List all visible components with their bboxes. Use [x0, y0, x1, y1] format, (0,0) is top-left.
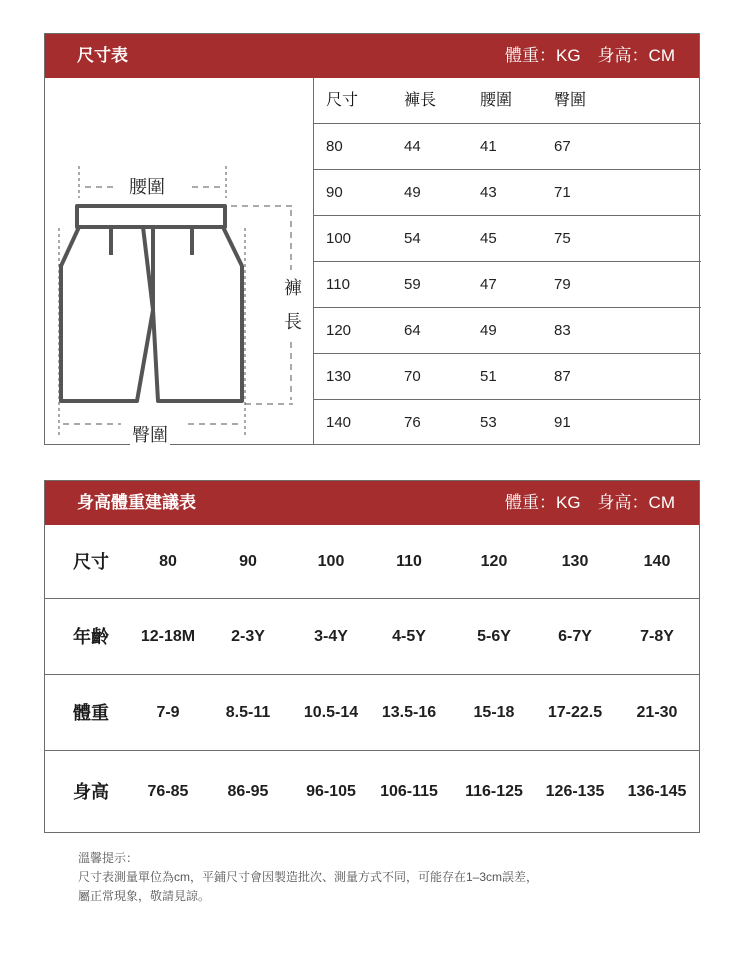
table-row — [45, 599, 699, 675]
table-cell: 59 — [404, 276, 421, 293]
size-table-header-row — [314, 78, 701, 124]
table-row — [314, 400, 701, 446]
table-cell: 10.5-14 — [303, 704, 359, 721]
table-row — [314, 308, 701, 354]
row-label-weight: 體重 — [73, 703, 109, 723]
size-chart-title: 尺寸表 — [77, 46, 128, 65]
row-label-size: 尺寸 — [73, 552, 109, 572]
table-cell: 12-18M — [140, 628, 196, 645]
table-row — [45, 675, 699, 751]
table-cell: 8.5-11 — [225, 704, 271, 721]
table-cell: 43 — [480, 184, 497, 201]
table-cell: 71 — [554, 184, 571, 201]
column-header: 臀圍 — [554, 92, 587, 109]
table-cell: 49 — [404, 184, 421, 201]
table-row — [314, 354, 701, 400]
table-cell: 47 — [480, 276, 497, 293]
row-label-height: 身高 — [73, 782, 109, 802]
table-cell: 106-115 — [380, 783, 438, 800]
recommendation-panel — [44, 480, 700, 833]
table-cell: 110 — [396, 553, 422, 570]
table-cell: 44 — [404, 138, 421, 155]
recommendation-units: 體重：KG 身高：CM — [505, 493, 675, 512]
table-cell: 45 — [480, 230, 497, 247]
column-header: 褲長 — [404, 92, 437, 109]
table-cell: 75 — [554, 230, 571, 247]
size-chart-units: 體重：KG 身高：CM — [505, 46, 675, 65]
column-header: 尺寸 — [326, 92, 359, 109]
table-cell: 64 — [404, 322, 421, 339]
table-cell: 126-135 — [545, 783, 605, 800]
table-cell: 96-105 — [306, 783, 356, 800]
table-cell: 86-95 — [227, 783, 269, 800]
table-cell: 90 — [239, 553, 257, 570]
table-cell: 100 — [317, 553, 345, 570]
length-label-top: 褲 — [284, 278, 302, 298]
note-line-1: 尺寸表測量單位為cm，平鋪尺寸會因製造批次、測量方式不同，可能存在1–3cm誤差， — [78, 870, 539, 884]
table-row — [314, 124, 701, 170]
table-cell: 53 — [480, 414, 497, 431]
shorts-measurement-icon — [45, 78, 313, 445]
table-row — [45, 525, 699, 599]
table-cell: 110 — [326, 276, 350, 293]
table-cell: 116-125 — [465, 783, 523, 800]
recommendation-title: 身高體重建議表 — [77, 493, 196, 512]
table-cell: 6-7Y — [558, 628, 592, 645]
table-cell: 21-30 — [636, 704, 678, 721]
table-row — [45, 751, 699, 833]
size-table — [313, 78, 700, 445]
table-cell: 83 — [554, 322, 571, 339]
table-cell: 4-5Y — [392, 628, 426, 645]
note-line-2: 屬正常現象，敬請見諒。 — [78, 889, 211, 903]
table-cell: 80 — [326, 138, 343, 155]
table-cell: 5-6Y — [477, 628, 511, 645]
table-cell: 87 — [554, 368, 571, 385]
table-cell: 130 — [561, 553, 589, 570]
recommendation-header — [45, 481, 699, 525]
table-cell: 51 — [480, 368, 497, 385]
table-cell: 91 — [554, 414, 571, 431]
table-cell: 7-8Y — [640, 628, 674, 645]
table-cell: 2-3Y — [231, 628, 265, 645]
table-cell: 140 — [326, 414, 352, 431]
table-cell: 54 — [404, 230, 421, 247]
table-cell: 136-145 — [627, 783, 687, 800]
table-cell: 90 — [326, 184, 343, 201]
table-cell: 67 — [554, 138, 571, 155]
table-cell: 49 — [480, 322, 497, 339]
size-chart-header — [45, 34, 699, 78]
column-header: 腰圍 — [480, 92, 513, 109]
table-cell: 13.5-16 — [381, 704, 437, 721]
table-cell: 41 — [480, 138, 497, 155]
table-cell: 76-85 — [147, 783, 189, 800]
table-cell: 76 — [404, 414, 421, 431]
hip-label: 臀圍 — [130, 421, 170, 447]
table-cell: 17-22.5 — [547, 704, 603, 721]
table-row — [314, 216, 701, 262]
waist-label: 腰圍 — [129, 177, 165, 197]
table-cell: 80 — [159, 553, 177, 570]
table-cell: 120 — [480, 553, 508, 570]
table-cell: 100 — [326, 230, 352, 247]
table-row — [314, 262, 701, 308]
table-cell: 130 — [326, 368, 352, 385]
table-cell: 7-9 — [156, 704, 180, 721]
table-cell: 120 — [326, 322, 352, 339]
table-cell: 3-4Y — [314, 628, 348, 645]
length-label-bottom: 長 — [284, 312, 302, 332]
table-cell: 79 — [554, 276, 571, 293]
table-cell: 15-18 — [473, 704, 515, 721]
shorts-diagram — [45, 78, 313, 445]
table-cell: 70 — [404, 368, 421, 385]
table-cell: 140 — [643, 553, 671, 570]
size-chart-panel — [44, 33, 700, 445]
measurement-note — [78, 849, 698, 906]
note-heading: 溫馨提示： — [78, 851, 139, 865]
row-label-age: 年齡 — [73, 627, 109, 647]
table-row — [314, 170, 701, 216]
